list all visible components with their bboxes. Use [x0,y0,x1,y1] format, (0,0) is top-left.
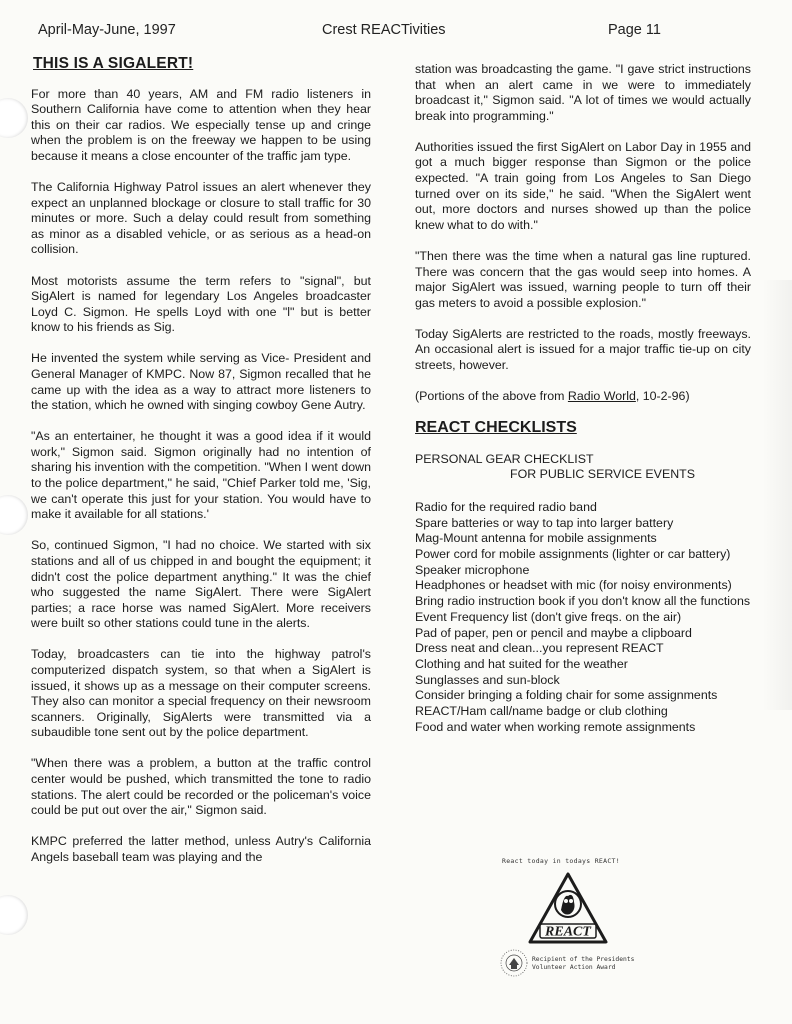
checklist-subheading: FOR PUBLIC SERVICE EVENTS [510,467,695,482]
checklist-item: Sunglasses and sun-block [415,672,560,687]
checklist-item: Power cord for mobile assignments (lighter or car battery) [415,547,731,562]
publication-name: Crest REACTivities [322,22,446,38]
checklist-item: Dress neat and clean...you represent REACT [415,641,664,656]
paragraph: "Then there was the time when a natural gas line ruptured. There was concern that the gas would seep into homes. A major SigAlert was issued, warning people to turn off their gas meters to avoid a possible explosion." [415,248,751,310]
checklist-item: Headphones or headset with mic (for noisy environments) [415,578,732,593]
presidential-seal-icon [497,948,531,978]
checklist-item: Spare batteries or way to tap into larger battery [415,515,674,530]
checklist-item: REACT/Ham call/name badge or club clothing [415,704,668,719]
page-number: Page 11 [608,22,661,38]
react-logo [526,872,610,944]
checklist-item: Food and water when working remote assignments [415,719,696,734]
article-title: THIS IS A SIGALERT! [33,55,194,72]
page-header [38,22,668,44]
checklist-item: Event Frequency list (don't give freqs. on the air) [415,609,682,624]
checklist-item: Radio for the required radio band [415,499,597,514]
paragraph: Most motorists assume the term refers to "signal", but SigAlert is named for legendary Los Angeles broadcaster Loyd C. Sigmon. He spells Loyd with one "l" but is better know to his friends as Sig. [31,273,371,335]
source-publication: Radio World [567,389,636,404]
left-column [31,56,371,881]
svg-text:REACT: REACT [545,924,591,940]
checklist-item: Clothing and hat suited for the weather [415,657,628,671]
source-citation: (Portions of the above from Radio World, 10-2-96) [415,389,690,404]
scan-shadow [762,280,792,710]
paragraph: For more than 40 years, AM and FM radio listeners in Southern California have come to attention when they hear this on their car radios. We especially tense up and cringe when the problem is on the freeway we happen to be using because it means a close encounter of the traffic jam type. [31,86,371,163]
award-text: Recipient of the Presidents Volunteer Action Award [532,956,635,971]
punch-hole [0,495,28,535]
paragraph: Today, broadcasters can tie into the highway patrol's computerized dispatch system, so that when a SigAlert is issued, it shows up as a message on their computer screens. They also can monitor a special frequency on their newsroom scanners. Originally, SigAlerts were transmitted via a subaudible tone sent out by the police department. [31,647,371,740]
checklist-item: Consider bringing a folding chair for some assignments [415,688,718,703]
paragraph: "As an entertainer, he thought it was a good idea if it would work," Sigmon said. Sigmon originally had no intention of sharing his invention with the competition. "When I went down to the police department," he said, "Chief Parker told me, 'Sig, we can't operate this just for your station. You would have to make it available for all stations.' [31,429,371,522]
issue-date: April-May-June, 1997 [38,22,176,38]
checklist-item: Pad of paper, pen or pencil and maybe a clipboard [415,625,692,640]
checklist-heading: PERSONAL GEAR CHECKLIST [415,451,594,466]
paragraph: So, continued Sigmon, "I had no choice. We started with six stations and all of us chipped in and bought the equipment; it didn't cost the police department anything." It was the chief who suggested the name SigAlert. There were SigAlert parties; a race horse was named SigAlert. More receivers were built so other stations could tune in the alerts. [31,538,371,631]
punch-hole [0,895,28,935]
paragraph: KMPC preferred the latter method, unless Autry's California Angels baseball team was playing and the [31,834,371,864]
paragraph: "When there was a problem, a button at the traffic control center would be pushed, which transmitted the tone to radio stations. The alert could be recorded or the policeman's voice could be put out over the air," Sigmon said. [31,756,371,818]
checklist-item: Mag-Mount antenna for mobile assignments [415,531,657,546]
paragraph: He invented the system while serving as Vice- President and General Manager of KMPC. Now 87, Sigmon recalled that he came up with the idea as a way to attract more listeners to the station, which he owned with singing cowboy Gene Autry. [31,351,371,413]
right-column [415,62,751,736]
checklist-item: Speaker microphone [415,562,530,577]
checklist-title: REACT CHECKLISTS [415,419,577,437]
checklist-item: Bring radio instruction book if you don't know all the functions [415,594,751,609]
checklist-items [415,500,751,736]
paragraph: The California Highway Patrol issues an alert whenever they expect an unplanned blockage or closure to stall traffic for 30 minutes or more. Such a delay could result from something as minor as a disabled vehicle, or as serious as a head-on collision. [31,180,371,257]
paragraph: station was broadcasting the game. "I gave strict instructions that when an alert came in we were to immediately broadcast it," Sigmon said. "A lot of times we would actually break into programming." [415,62,751,123]
react-tagline: React today in todays REACT! [502,857,620,865]
paragraph: Today SigAlerts are restricted to the roads, mostly freeways. An occasional alert is issued for a major traffic tie-up on city streets, however. [415,326,751,372]
paragraph: Authorities issued the first SigAlert on Labor Day in 1955 and got a much bigger response than Sigmon or the police expected. "A train going from Los Angeles to San Diego turned over on its side," he said. "When the SigAlert went out, more doctors and nurses showed up than the police knew what to do with." [415,139,751,232]
punch-hole [0,98,28,138]
